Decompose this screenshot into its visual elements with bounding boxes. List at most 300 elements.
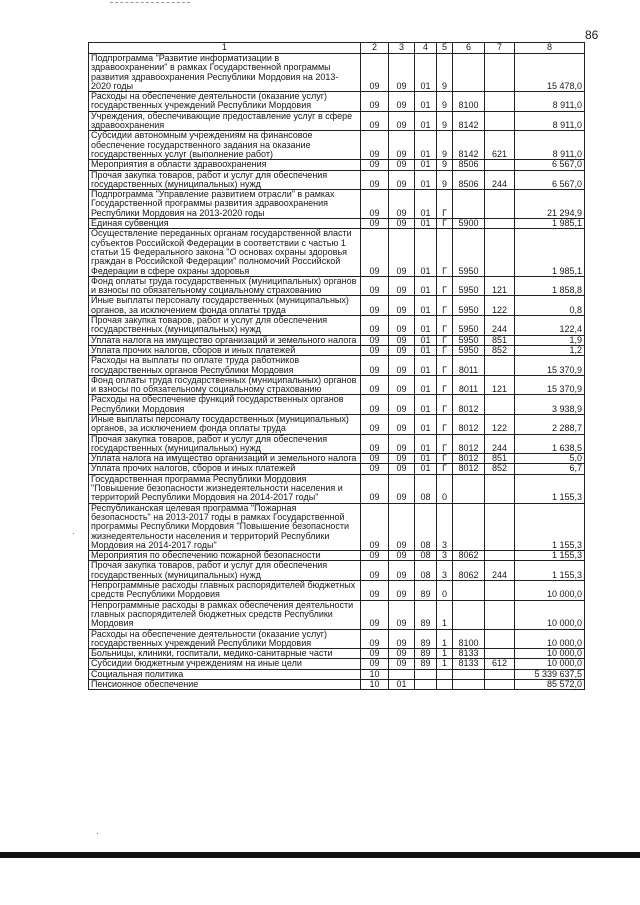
row-subprogram: Г [437, 219, 453, 229]
row-expense-type [485, 219, 515, 229]
row-subsection: 09 [389, 414, 415, 434]
row-subprogram: 9 [437, 111, 453, 131]
row-description: Субсидии бюджетным учреждениям на иные цели [89, 659, 361, 669]
row-description: Прочая закупка товаров, работ и услуг для обеспечения государственных (муниципальных) нужд [89, 316, 361, 336]
row-article: 8100 [453, 92, 485, 112]
row-amount: 10 000,0 [515, 629, 585, 649]
table-row [89, 454, 585, 464]
row-article [453, 581, 485, 601]
row-program [415, 669, 437, 679]
row-expense-type [485, 190, 515, 219]
table-row [89, 335, 585, 345]
row-description: Фонд оплаты труда государственных (муниципальных) органов и взносы по обязательному социальному страхованию [89, 276, 361, 296]
row-subsection: 09 [389, 474, 415, 503]
row-program: 08 [415, 551, 437, 561]
table-row [89, 414, 585, 434]
table-row [89, 680, 585, 690]
table-row [89, 669, 585, 679]
row-section: 09 [361, 649, 389, 659]
row-article [453, 669, 485, 679]
row-subsection: 09 [389, 190, 415, 219]
row-amount: 21 294,9 [515, 190, 585, 219]
row-article [453, 503, 485, 550]
row-article [453, 680, 485, 690]
row-amount: 8 911,0 [515, 92, 585, 112]
row-expense-type: 122 [485, 414, 515, 434]
margin-dot: · [72, 528, 75, 538]
row-amount: 15 370,9 [515, 375, 585, 395]
row-subsection: 09 [389, 356, 415, 376]
row-article: 5950 [453, 276, 485, 296]
row-amount: 1,9 [515, 335, 585, 345]
row-amount: 6 567,0 [515, 170, 585, 190]
row-program: 89 [415, 659, 437, 669]
row-section: 09 [361, 345, 389, 355]
table-row [89, 316, 585, 336]
row-program: 08 [415, 561, 437, 581]
scan-artifact-line [110, 2, 190, 3]
row-subsection: 09 [389, 434, 415, 454]
row-program: 01 [415, 111, 437, 131]
row-expense-type [485, 581, 515, 601]
row-article: 8012 [453, 395, 485, 415]
table-row [89, 345, 585, 355]
row-expense-type: 851 [485, 454, 515, 464]
row-subprogram: Г [437, 190, 453, 219]
table-row [89, 190, 585, 219]
row-expense-type [485, 600, 515, 629]
row-subprogram: 3 [437, 551, 453, 561]
row-article: 8012 [453, 464, 485, 474]
row-section: 09 [361, 190, 389, 219]
row-article: 8012 [453, 454, 485, 464]
row-subsection: 09 [389, 464, 415, 474]
row-expense-type [485, 111, 515, 131]
table-row [89, 551, 585, 561]
row-subsection: 09 [389, 160, 415, 170]
row-article: 5950 [453, 296, 485, 316]
row-subprogram: 9 [437, 170, 453, 190]
row-section: 09 [361, 375, 389, 395]
row-subprogram: Г [437, 345, 453, 355]
row-subsection: 09 [389, 395, 415, 415]
table-row [89, 375, 585, 395]
row-amount: 6 567,0 [515, 160, 585, 170]
row-section: 09 [361, 561, 389, 581]
row-section: 09 [361, 600, 389, 629]
row-subprogram [437, 669, 453, 679]
row-subsection: 09 [389, 551, 415, 561]
row-program: 01 [415, 434, 437, 454]
row-description: Прочая закупка товаров, работ и услуг для обеспечения государственных (муниципальных) нужд [89, 434, 361, 454]
table-row [89, 600, 585, 629]
row-expense-type [485, 669, 515, 679]
row-description: Иные выплаты персоналу государственных (муниципальных) органов, за исключением фонда оплаты труда [89, 414, 361, 434]
scan-bottom-border [0, 852, 640, 858]
row-description: Больницы, клиники, госпитали, медико-санитарные части [89, 649, 361, 659]
row-article [453, 474, 485, 503]
row-program: 01 [415, 190, 437, 219]
row-article [453, 190, 485, 219]
page-number: 86 [585, 28, 599, 42]
table-row [89, 54, 585, 92]
row-program: 89 [415, 581, 437, 601]
row-expense-type: 851 [485, 335, 515, 345]
row-amount: 10 000,0 [515, 581, 585, 601]
row-article: 8011 [453, 356, 485, 376]
row-description: Прочая закупка товаров, работ и услуг для обеспечения государственных (муниципальных) нужд [89, 170, 361, 190]
header-cell: 6 [453, 43, 485, 54]
row-article: 5950 [453, 229, 485, 276]
table-row [89, 395, 585, 415]
row-subprogram: Г [437, 296, 453, 316]
row-section: 09 [361, 131, 389, 160]
row-program: 01 [415, 345, 437, 355]
table-row [89, 629, 585, 649]
row-amount: 0,8 [515, 296, 585, 316]
table-row [89, 131, 585, 160]
row-description: Осуществление переданных органам государственной власти субъектов Российской Федерации в соответствии с частью 1 статьи 15 Федерального закона "О основах охраны здоровья граждан в Российской Федерации" полномочий Российской Федерации в сфере охраны здоровья [89, 229, 361, 276]
row-subsection [389, 669, 415, 679]
row-subprogram: 3 [437, 561, 453, 581]
row-description: Единая субвенция [89, 219, 361, 229]
row-article: 8506 [453, 160, 485, 170]
row-description: Подпрограмма "Развитие информатизации в здравоохранении" в рамках Государственной программы развития здравоохранения Республики Мордовия на 2013-2020 годы [89, 54, 361, 92]
row-amount: 5,0 [515, 454, 585, 464]
row-program [415, 680, 437, 690]
table-row [89, 464, 585, 474]
row-subsection: 09 [389, 454, 415, 464]
row-expense-type: 244 [485, 170, 515, 190]
row-subsection: 09 [389, 54, 415, 92]
row-description: Учреждения, обеспечивающие предоставление услуг в сфере здравоохранения [89, 111, 361, 131]
row-section: 10 [361, 669, 389, 679]
table-row [89, 434, 585, 454]
row-section: 09 [361, 395, 389, 415]
row-program: 01 [415, 296, 437, 316]
row-amount: 1 155,3 [515, 474, 585, 503]
row-expense-type: 621 [485, 131, 515, 160]
row-subprogram: Г [437, 464, 453, 474]
row-description: Уплата прочих налогов, сборов и иных платежей [89, 464, 361, 474]
row-subsection: 09 [389, 111, 415, 131]
row-description: Расходы на выплаты по оплате труда работников государственных органов Республики Мордовия [89, 356, 361, 376]
row-section: 09 [361, 414, 389, 434]
row-amount: 15 478,0 [515, 54, 585, 92]
row-amount: 85 572,0 [515, 680, 585, 690]
row-article: 8011 [453, 375, 485, 395]
row-description: Фонд оплаты труда государственных (муниципальных) органов и взносы по обязательному социальному страхованию [89, 375, 361, 395]
row-section: 09 [361, 474, 389, 503]
row-article: 5900 [453, 219, 485, 229]
row-amount: 1 985,1 [515, 219, 585, 229]
row-article: 8062 [453, 561, 485, 581]
row-subprogram: 1 [437, 649, 453, 659]
header-cell: 3 [389, 43, 415, 54]
row-section: 09 [361, 219, 389, 229]
row-subprogram: Г [437, 375, 453, 395]
row-section: 09 [361, 356, 389, 376]
row-program: 89 [415, 649, 437, 659]
row-description: Уплата налога на имущество организаций и земельного налога [89, 454, 361, 464]
row-subsection: 09 [389, 335, 415, 345]
row-subsection: 09 [389, 316, 415, 336]
row-program: 01 [415, 54, 437, 92]
header-cell: 2 [361, 43, 389, 54]
row-program: 01 [415, 454, 437, 464]
budget-table [88, 42, 585, 690]
row-description: Мероприятия по обеспечению пожарной безопасности [89, 551, 361, 561]
row-amount: 5 339 637,5 [515, 669, 585, 679]
row-section: 09 [361, 111, 389, 131]
row-subprogram: Г [437, 276, 453, 296]
row-description: Непрограммные расходы в рамках обеспечения деятельности главных распорядителей бюджетных средств Республики Мордовия [89, 600, 361, 629]
row-subsection: 09 [389, 561, 415, 581]
row-program: 01 [415, 131, 437, 160]
table-row [89, 160, 585, 170]
row-subsection: 09 [389, 375, 415, 395]
row-subsection: 09 [389, 92, 415, 112]
row-subprogram: Г [437, 356, 453, 376]
row-subprogram: 1 [437, 600, 453, 629]
row-section: 09 [361, 229, 389, 276]
row-subprogram [437, 680, 453, 690]
row-description: Пенсионное обеспечение [89, 680, 361, 690]
row-expense-type: 121 [485, 375, 515, 395]
table-body [89, 54, 585, 690]
row-amount: 1 858,8 [515, 276, 585, 296]
row-program: 01 [415, 395, 437, 415]
row-subsection: 09 [389, 629, 415, 649]
row-amount: 122,4 [515, 316, 585, 336]
row-program: 01 [415, 414, 437, 434]
header-cell: 4 [415, 43, 437, 54]
header-cell: 5 [437, 43, 453, 54]
row-expense-type [485, 680, 515, 690]
row-amount: 1 985,1 [515, 229, 585, 276]
row-expense-type [485, 551, 515, 561]
row-expense-type: 122 [485, 296, 515, 316]
row-expense-type [485, 54, 515, 92]
row-description: Государственная программа Республики Мордовия "Повышение безопасности жизнедеятельности населения и территорий Республики Мордовия на 2014-2017 годы" [89, 474, 361, 503]
row-amount: 10 000,0 [515, 649, 585, 659]
row-subprogram: 1 [437, 659, 453, 669]
row-expense-type [485, 395, 515, 415]
row-article: 5950 [453, 345, 485, 355]
row-amount: 10 000,0 [515, 659, 585, 669]
row-description: Расходы на обеспечение деятельности (оказание услуг) государственных учреждений Республики Мордовия [89, 92, 361, 112]
row-subprogram: 3 [437, 503, 453, 550]
row-description: Республиканская целевая программа "Пожарная безопасность" на 2013-2017 годы в рамках Государственной программы Республики Мордовия "Повышение безопасности жизнедеятельности населения и территорий Республики Мордовия на 2014-2017 годы" [89, 503, 361, 550]
row-section: 09 [361, 170, 389, 190]
row-subprogram: 9 [437, 92, 453, 112]
table-row [89, 581, 585, 601]
row-article [453, 600, 485, 629]
row-program: 01 [415, 160, 437, 170]
row-description: Уплата прочих налогов, сборов и иных платежей [89, 345, 361, 355]
row-subsection: 09 [389, 219, 415, 229]
row-subsection: 09 [389, 345, 415, 355]
table-row [89, 170, 585, 190]
row-subprogram: Г [437, 414, 453, 434]
row-subprogram: 9 [437, 160, 453, 170]
row-subsection: 09 [389, 229, 415, 276]
row-section: 09 [361, 54, 389, 92]
row-program: 01 [415, 92, 437, 112]
row-subprogram: 1 [437, 629, 453, 649]
row-program: 01 [415, 464, 437, 474]
row-subsection: 09 [389, 170, 415, 190]
row-subsection: 09 [389, 131, 415, 160]
row-section: 09 [361, 551, 389, 561]
table-row [89, 92, 585, 112]
table-row [89, 219, 585, 229]
row-expense-type: 244 [485, 434, 515, 454]
table-row [89, 356, 585, 376]
row-amount: 1 155,3 [515, 551, 585, 561]
row-description: Прочая закупка товаров, работ и услуг для обеспечения государственных (муниципальных) нужд [89, 561, 361, 581]
row-subprogram: Г [437, 335, 453, 345]
row-amount: 1 155,3 [515, 503, 585, 550]
row-subprogram: 9 [437, 54, 453, 92]
table-row [89, 503, 585, 550]
row-section: 09 [361, 503, 389, 550]
table-row [89, 229, 585, 276]
row-section: 09 [361, 454, 389, 464]
row-program: 89 [415, 600, 437, 629]
row-section: 09 [361, 316, 389, 336]
row-amount: 6,7 [515, 464, 585, 474]
row-section: 09 [361, 276, 389, 296]
row-amount: 1 638,5 [515, 434, 585, 454]
row-section: 09 [361, 92, 389, 112]
row-program: 08 [415, 503, 437, 550]
table-header-row [89, 43, 585, 54]
row-subsection: 09 [389, 581, 415, 601]
row-expense-type [485, 629, 515, 649]
row-program: 89 [415, 629, 437, 649]
row-expense-type [485, 229, 515, 276]
row-amount: 3 938,9 [515, 395, 585, 415]
table-row [89, 296, 585, 316]
row-expense-type [485, 503, 515, 550]
row-expense-type: 244 [485, 316, 515, 336]
header-cell: 7 [485, 43, 515, 54]
row-subprogram: Г [437, 316, 453, 336]
row-expense-type: 612 [485, 659, 515, 669]
row-amount: 1,2 [515, 345, 585, 355]
row-program: 01 [415, 229, 437, 276]
row-expense-type [485, 474, 515, 503]
row-article [453, 54, 485, 92]
row-amount: 8 911,0 [515, 111, 585, 131]
row-expense-type [485, 92, 515, 112]
row-section: 09 [361, 629, 389, 649]
row-description: Уплата налога на имущество организаций и земельного налога [89, 335, 361, 345]
row-amount: 10 000,0 [515, 600, 585, 629]
table-row [89, 561, 585, 581]
row-subprogram: 9 [437, 131, 453, 160]
row-amount: 2 288,7 [515, 414, 585, 434]
row-subprogram: Г [437, 454, 453, 464]
row-subprogram: Г [437, 229, 453, 276]
row-article: 8133 [453, 659, 485, 669]
margin-dot: · [96, 828, 99, 838]
row-description: Иные выплаты персоналу государственных (муниципальных) органов, за исключением фонда оплаты труда [89, 296, 361, 316]
row-expense-type [485, 649, 515, 659]
row-subprogram: Г [437, 434, 453, 454]
row-section: 09 [361, 659, 389, 669]
row-subsection: 09 [389, 296, 415, 316]
row-program: 01 [415, 356, 437, 376]
row-article: 8100 [453, 629, 485, 649]
table-row [89, 659, 585, 669]
row-amount: 8 911,0 [515, 131, 585, 160]
row-program: 01 [415, 375, 437, 395]
row-program: 01 [415, 219, 437, 229]
row-article: 5950 [453, 335, 485, 345]
row-description: Субсидии автономным учреждениям на финансовое обеспечение государственного задания на оказание государственных услуг (выполнение работ) [89, 131, 361, 160]
row-section: 09 [361, 160, 389, 170]
table-row [89, 276, 585, 296]
row-subsection: 09 [389, 503, 415, 550]
row-expense-type [485, 160, 515, 170]
row-subprogram: 0 [437, 581, 453, 601]
row-article: 8142 [453, 131, 485, 160]
row-subsection: 09 [389, 659, 415, 669]
row-expense-type: 852 [485, 345, 515, 355]
table-row [89, 111, 585, 131]
row-description: Социальная политика [89, 669, 361, 679]
row-article: 8012 [453, 434, 485, 454]
row-section: 09 [361, 335, 389, 345]
row-subsection: 01 [389, 680, 415, 690]
row-subsection: 09 [389, 600, 415, 629]
row-article: 8062 [453, 551, 485, 561]
row-program: 01 [415, 170, 437, 190]
row-section: 09 [361, 296, 389, 316]
row-program: 01 [415, 316, 437, 336]
row-article: 8142 [453, 111, 485, 131]
row-description: Мероприятия в области здравоохранения [89, 160, 361, 170]
row-expense-type: 244 [485, 561, 515, 581]
row-expense-type: 852 [485, 464, 515, 474]
row-article: 5950 [453, 316, 485, 336]
row-expense-type [485, 356, 515, 376]
row-amount: 1 155,3 [515, 561, 585, 581]
row-program: 01 [415, 276, 437, 296]
table-row [89, 649, 585, 659]
row-description: Непрограммные расходы главных распорядителей бюджетных средств Республики Мордовия [89, 581, 361, 601]
row-section: 09 [361, 434, 389, 454]
table-row [89, 474, 585, 503]
header-cell: 1 [89, 43, 361, 54]
row-subsection: 09 [389, 649, 415, 659]
row-description: Расходы на обеспечение деятельности (оказание услуг) государственных учреждений Республики Мордовия [89, 629, 361, 649]
row-section: 09 [361, 581, 389, 601]
row-description: Расходы на обеспечение функций государственных органов Республики Мордовия [89, 395, 361, 415]
row-description: Подпрограмма "Управление развитием отрасли" в рамках Государственной программы развития здравоохранения Республики Мордовия на 2013-2020 годы [89, 190, 361, 219]
row-amount: 15 370,9 [515, 356, 585, 376]
row-subprogram: Г [437, 395, 453, 415]
row-subsection: 09 [389, 276, 415, 296]
row-article: 8133 [453, 649, 485, 659]
row-subprogram: 0 [437, 474, 453, 503]
row-section: 09 [361, 464, 389, 474]
row-article: 8506 [453, 170, 485, 190]
row-program: 08 [415, 474, 437, 503]
row-expense-type: 121 [485, 276, 515, 296]
